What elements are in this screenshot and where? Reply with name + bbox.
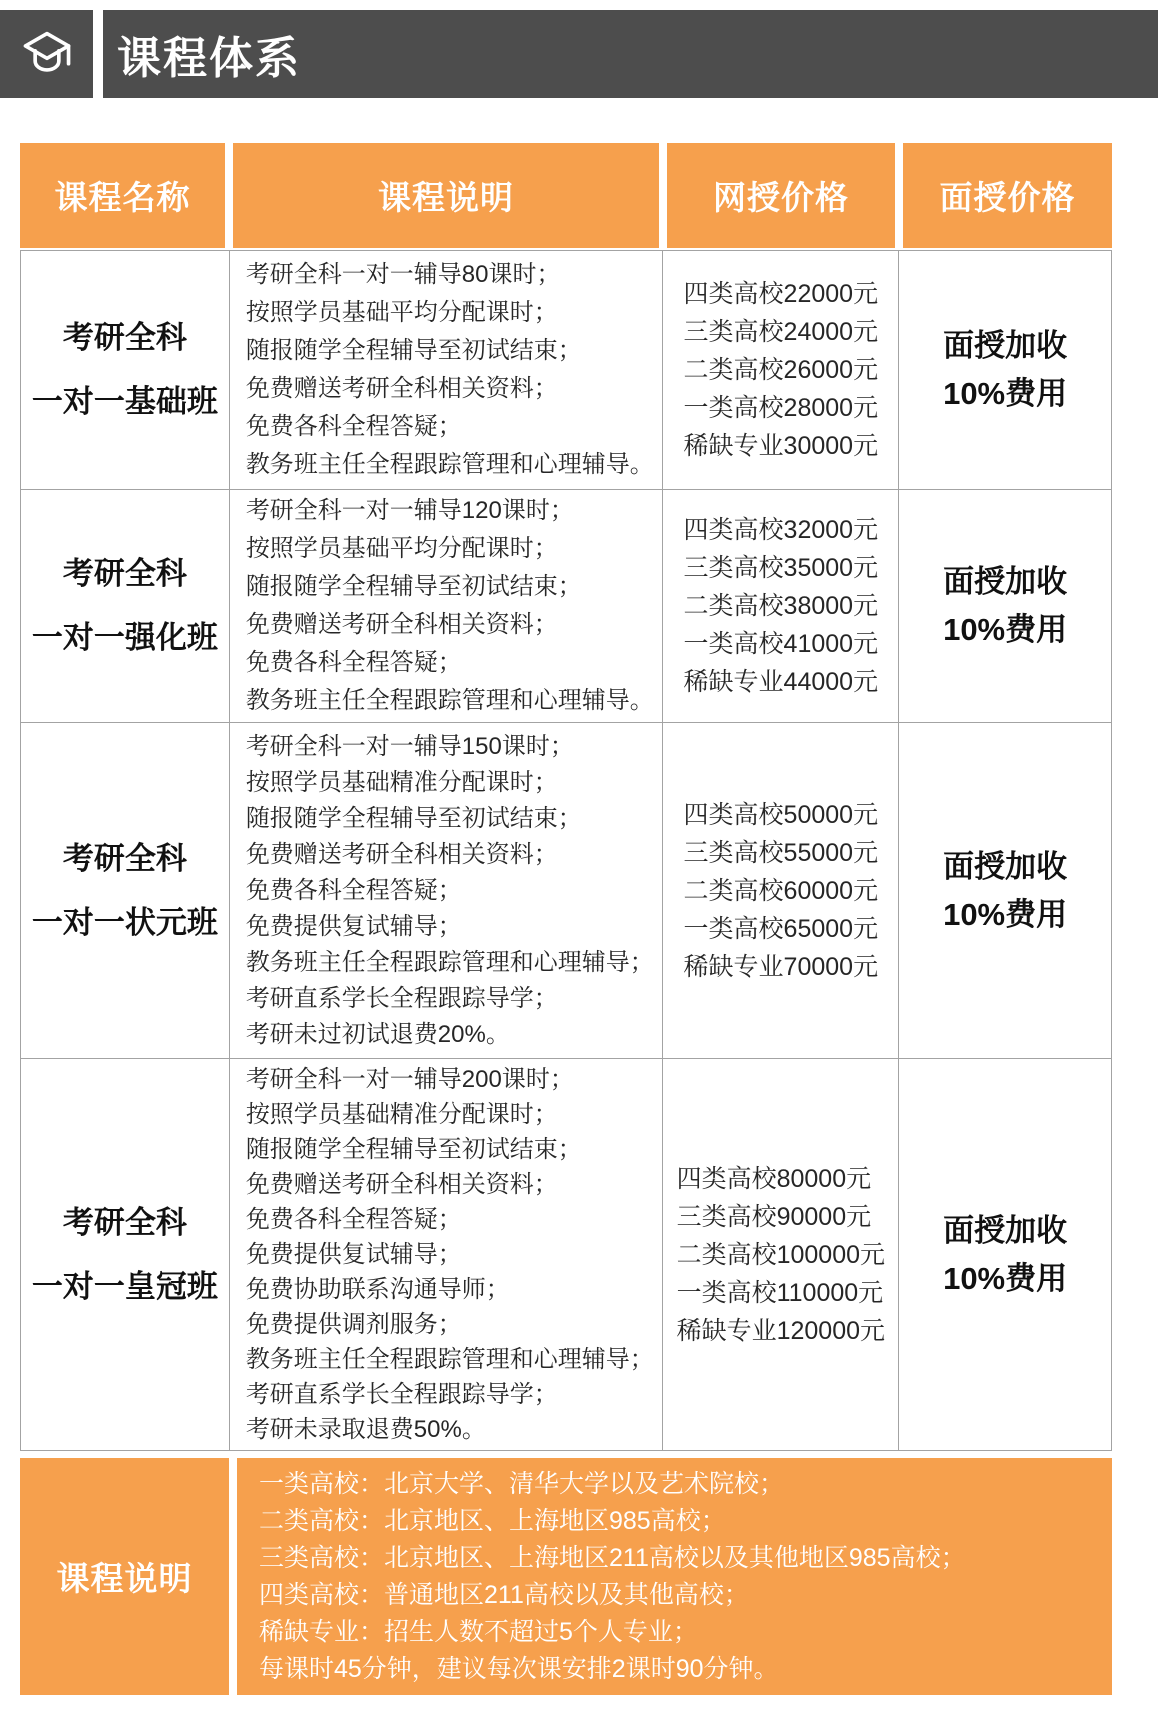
- course-description-cell: [230, 1059, 664, 1450]
- text-line: 面授加收: [943, 1212, 1068, 1248]
- footer-label: 课程说明: [20, 1458, 229, 1695]
- course-description: [246, 729, 654, 1053]
- table-row-crown-class: [21, 1059, 1111, 1450]
- course-description-cell: [230, 490, 664, 722]
- text-line: 三类高校24000元: [683, 318, 879, 346]
- text-line: 面授加收: [943, 328, 1068, 363]
- text-line: 免费提供调剂服务；: [245, 1311, 462, 1338]
- course-name-cell: [21, 723, 230, 1058]
- text-line: 免费赠送考研全科相关资料；: [245, 840, 558, 868]
- text-line: 二类高校：北京地区、上海地区985高校；: [259, 1506, 726, 1535]
- text-line: 稀缺专业：招生人数不超过5个人专业；: [259, 1617, 698, 1646]
- offline-price-text: [943, 1207, 1067, 1303]
- text-line: 二类高校38000元: [683, 592, 879, 620]
- course-name-line: 考研全科: [62, 1204, 187, 1240]
- text-line: 四类高校22000元: [683, 280, 879, 308]
- text-line: 稀缺专业120000元: [676, 1316, 886, 1345]
- online-price-cell: [663, 251, 899, 489]
- text-line: 随报随学全程辅导至初试结束；: [245, 804, 582, 832]
- text-line: 教务班主任全程跟踪管理和心理辅导。: [245, 687, 654, 714]
- course-description: [246, 492, 654, 720]
- course-name-line: 一对一状元班: [31, 904, 218, 940]
- text-line: 按照学员基础平均分配课时；: [245, 535, 558, 562]
- course-table: [20, 143, 1112, 1695]
- text-line: 10%费用: [943, 1260, 1068, 1296]
- text-line: 考研全科一对一辅导80课时；: [245, 261, 561, 288]
- text-line: 教务班主任全程跟踪管理和心理辅导。: [245, 451, 654, 478]
- text-line: 免费各科全程答疑；: [245, 1206, 462, 1233]
- text-line: 一类高校28000元: [683, 394, 879, 422]
- text-line: 二类高校26000元: [683, 356, 879, 384]
- course-name-line: 一对一皇冠班: [31, 1268, 218, 1304]
- text-line: 四类高校：普通地区211高校以及其他高校；: [259, 1580, 749, 1609]
- page-title-bar: [103, 10, 1158, 98]
- online-price-list: [684, 511, 879, 701]
- text-line: 考研全科一对一辅导200课时；: [245, 1066, 574, 1093]
- text-line: 免费提供复试辅导；: [245, 912, 462, 940]
- online-price-list: [684, 796, 879, 986]
- footer-notes: [259, 1466, 966, 1688]
- table-row-basic-class: [21, 251, 1111, 490]
- footer-notes-cell: [237, 1458, 1112, 1695]
- text-line: 按照学员基础平均分配课时；: [245, 299, 558, 326]
- text-line: 四类高校50000元: [683, 800, 879, 829]
- text-line: 免费协助联系沟通导师；: [245, 1276, 510, 1303]
- banner-icon-box: [0, 10, 93, 98]
- offline-price-cell: [899, 490, 1111, 722]
- online-price-cell: [663, 1059, 899, 1450]
- offline-price-cell: [899, 251, 1111, 489]
- text-line: 三类高校35000元: [683, 554, 879, 582]
- text-line: 一类高校：北京大学、清华大学以及艺术院校；: [259, 1469, 785, 1498]
- text-line: 面授加收: [943, 564, 1068, 599]
- text-line: 10%费用: [943, 896, 1068, 932]
- course-name-line: 考研全科: [62, 320, 187, 355]
- text-line: 免费提供复试辅导；: [245, 1241, 462, 1268]
- offline-price-cell: [899, 723, 1111, 1058]
- text-line: 二类高校100000元: [676, 1240, 886, 1269]
- course-description: [246, 1062, 654, 1447]
- text-line: 考研全科一对一辅导150课时；: [245, 732, 574, 760]
- text-line: 稀缺专业30000元: [683, 432, 879, 460]
- text-line: 教务班主任全程跟踪管理和心理辅导；: [245, 948, 654, 976]
- text-line: 稀缺专业44000元: [683, 668, 879, 696]
- text-line: 一类高校110000元: [676, 1278, 884, 1307]
- table-footer-row: [20, 1458, 1112, 1695]
- online-price-cell: [663, 490, 899, 722]
- course-name-cell: [21, 490, 230, 722]
- column-header-offline-price: 面授价格: [903, 143, 1112, 248]
- course-name-line: 考研全科: [62, 840, 187, 876]
- text-line: 随报随学全程辅导至初试结束；: [245, 1136, 582, 1163]
- text-line: 随报随学全程辅导至初试结束；: [245, 573, 582, 600]
- text-line: 按照学员基础精准分配课时；: [245, 768, 558, 796]
- text-line: 四类高校80000元: [676, 1164, 872, 1193]
- text-line: 考研未录取退费50%。: [245, 1416, 486, 1443]
- text-line: 面授加收: [943, 848, 1068, 884]
- text-line: 10%费用: [943, 376, 1068, 411]
- text-line: 免费各科全程答疑；: [245, 649, 462, 676]
- text-line: 免费赠送考研全科相关资料；: [245, 1171, 558, 1198]
- column-header-online-price: 网授价格: [667, 143, 895, 248]
- table-body: [20, 250, 1112, 1451]
- table-header-row: [20, 143, 1112, 248]
- course-name-line: 一对一强化班: [31, 620, 218, 655]
- online-price-list: [677, 1160, 885, 1350]
- column-header-course-name: 课程名称: [20, 143, 225, 248]
- text-line: 二类高校60000元: [683, 876, 879, 905]
- text-line: 三类高校55000元: [683, 838, 879, 867]
- text-line: 免费各科全程答疑；: [245, 876, 462, 904]
- course-name-cell: [21, 1059, 230, 1450]
- graduation-cap-icon: [19, 26, 75, 82]
- text-line: 一类高校65000元: [683, 914, 879, 943]
- text-line: 免费各科全程答疑；: [245, 413, 462, 440]
- text-line: 考研直系学长全程跟踪导学；: [245, 1381, 558, 1408]
- offline-price-text: [943, 843, 1067, 939]
- text-line: 考研直系学长全程跟踪导学；: [245, 984, 558, 1012]
- text-line: 稀缺专业70000元: [683, 952, 879, 981]
- offline-price-text: [943, 558, 1067, 654]
- text-line: 考研全科一对一辅导120课时；: [245, 497, 574, 524]
- course-name-cell: [21, 251, 230, 489]
- text-line: 三类高校：北京地区、上海地区211高校以及其他地区985高校；: [259, 1543, 966, 1572]
- text-line: 免费赠送考研全科相关资料；: [245, 611, 558, 638]
- text-line: 每课时45分钟，建议每次课安排2课时90分钟。: [259, 1654, 779, 1683]
- column-header-course-description: 课程说明: [233, 143, 659, 248]
- offline-price-text: [943, 322, 1067, 418]
- text-line: 四类高校32000元: [683, 516, 879, 544]
- text-line: 一类高校41000元: [683, 630, 879, 658]
- text-line: 按照学员基础精准分配课时；: [245, 1101, 558, 1128]
- course-description-cell: [230, 251, 664, 489]
- table-row-intensive-class: [21, 490, 1111, 723]
- online-price-list: [684, 275, 879, 465]
- offline-price-cell: [899, 1059, 1111, 1450]
- course-description: [246, 256, 654, 484]
- page-title: 课程体系: [117, 34, 301, 83]
- text-line: 10%费用: [943, 612, 1068, 647]
- text-line: 教务班主任全程跟踪管理和心理辅导；: [245, 1346, 654, 1373]
- course-name-line: 一对一基础班: [31, 384, 218, 419]
- course-name-line: 考研全科: [62, 556, 187, 591]
- table-row-champion-class: [21, 723, 1111, 1059]
- course-description-cell: [230, 723, 664, 1058]
- text-line: 考研未过初试退费20%。: [245, 1020, 510, 1048]
- online-price-cell: [663, 723, 899, 1058]
- text-line: 随报随学全程辅导至初试结束；: [245, 337, 582, 364]
- text-line: 免费赠送考研全科相关资料；: [245, 375, 558, 402]
- text-line: 三类高校90000元: [676, 1202, 872, 1231]
